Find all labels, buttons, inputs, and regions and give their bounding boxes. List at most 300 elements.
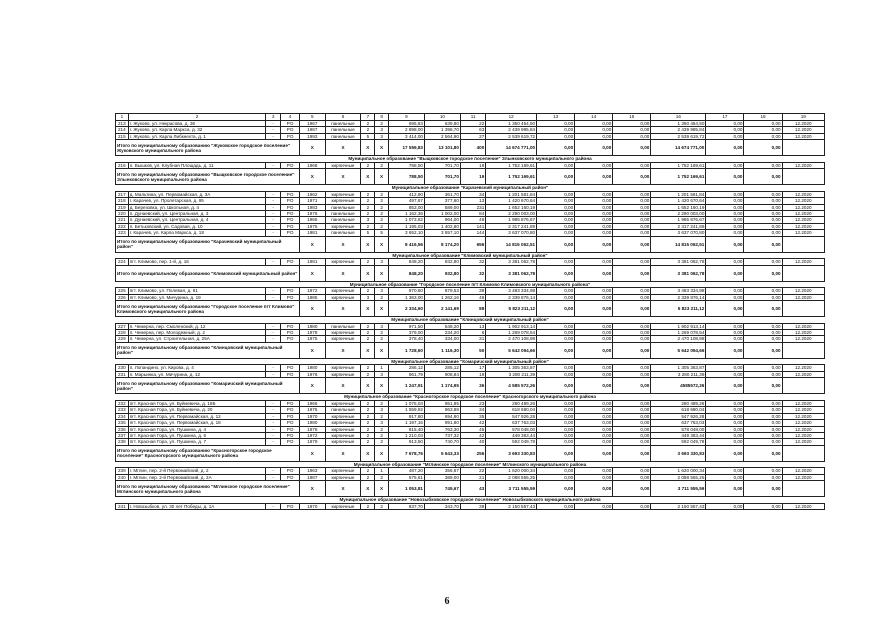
total-cell: 0,00 [706,378,744,394]
total-cell: 0,00 [706,265,744,281]
table-cell: PO [281,413,300,419]
table-cell: PO [281,432,300,438]
table-cell: 763,30 [424,426,460,432]
total-cell: 43 [460,481,485,497]
total-cell: X [325,301,361,317]
table-cell: 2 [361,439,375,445]
table-cell: 2 [361,432,375,438]
table-cell: 226 [116,294,129,300]
table-cell: кирпичные [325,198,361,204]
table-cell: PO [281,426,300,432]
table-cell: PO [281,420,300,426]
table-cell: 0,00 [744,121,782,127]
table-cell: PO [281,211,300,217]
total-cell: X [361,378,375,394]
total-cell: 0,00 [575,140,613,156]
total-cell: 32 [460,265,485,281]
table-cell: 639,80 [424,121,460,127]
total-cell: 848,20 [388,265,424,281]
table-cell: 1 305 363,87 [486,365,537,371]
table-cell: 141 [460,223,485,229]
table-cell: 40 [460,439,485,445]
table-cell: - [266,259,281,265]
total-row-label: Итого по муниципальному образованию "Выщковское городское поселение" Злынковского муниципального района [116,169,300,185]
table-cell: 216 [116,162,129,168]
column-number-header: 12 [486,114,537,121]
total-cell: 701,70 [424,169,460,185]
address-cell: г. Жуково, ул. Некрасова, д. 36 [128,121,266,127]
total-cell: 0,00 [613,445,651,461]
municipality-group-label: Муниципальное образование "Выщковское городское поселение" Злынковского муниципального района [116,156,825,163]
table-cell: 2 [375,223,389,229]
table-cell: 1 420 670,64 [486,198,537,204]
table-cell: 0,00 [575,217,613,223]
address-cell: г. Жуково, ул. Карла Маркса, д. 32 [128,127,266,133]
total-cell: 3 381 062,78 [651,265,706,281]
table-cell: 0,00 [744,432,782,438]
table-cell: 219 [116,204,129,210]
table-cell: 0,00 [613,288,651,294]
table-cell: 0,00 [575,288,613,294]
total-cell [782,481,824,497]
table-cell: 1966 [300,400,325,406]
table-cell: 0,00 [537,294,575,300]
address-cell: г. Жуково, ул. Карла Либкнехта, д. 1 [128,133,266,139]
address-cell: пгт. Климово, ул. Полевая, д. 61 [128,288,266,294]
total-cell: 0,00 [575,481,613,497]
total-cell: X [300,169,325,185]
table-cell: 1 201 581,84 [651,191,706,197]
total-cell: 0,00 [575,445,613,461]
address-cell: пгт. Красная Гора, ул. Первомайская, д. 18 [128,420,266,426]
table-cell: 0,00 [744,426,782,432]
table-cell: 2 317 241,89 [651,223,706,229]
table-cell: 22 [460,121,485,127]
total-cell: X [325,342,361,358]
table-cell: панельные [325,217,361,223]
table-cell: 2 [375,217,389,223]
total-cell: 5 642 094,66 [486,342,537,358]
table-cell: 2 [361,162,375,168]
table-cell: 3 [375,259,389,265]
total-cell: X [300,236,325,252]
column-number-header: 15 [613,114,651,121]
table-cell: 0,00 [706,191,744,197]
table-cell: 0,00 [613,230,651,236]
total-cell: 0,00 [575,265,613,281]
table-cell: 2 [361,259,375,265]
total-cell: 0,00 [537,140,575,156]
table-cell: 21 [460,474,485,480]
table-cell: 0,00 [537,336,575,342]
table-cell: 2 [361,198,375,204]
table-cell: 286,12 [388,365,424,371]
table-cell: 389,00 [424,474,460,480]
table-cell: 2 439 985,84 [651,127,706,133]
table-cell: 3 483 334,98 [651,288,706,294]
total-cell: 0,00 [706,301,744,317]
table-cell: 0,00 [613,204,651,210]
table-cell: 0,00 [537,223,575,229]
total-cell: X [361,342,375,358]
table-cell: 2 [375,413,389,419]
table-cell: 1 197,16 [388,420,424,426]
table-cell: 578 048,00 [486,426,537,432]
table-cell: 0,00 [575,439,613,445]
total-cell: X [375,265,389,281]
table-cell: 12.2020 [782,294,824,300]
table-cell: кирпичные [325,294,361,300]
table-cell: 1967 [300,121,325,127]
table-cell: 3 381 062,78 [651,259,706,265]
table-cell: 1965 [300,217,325,223]
table-cell: 228 [116,330,129,336]
table-cell: - [266,400,281,406]
table-cell: 0,00 [537,371,575,377]
table-cell: 17 [460,365,485,371]
table-cell: 0,00 [575,127,613,133]
table-cell: PO [281,474,300,480]
table-cell: 2 [375,426,389,432]
table-cell: 2 [361,365,375,371]
table-cell: панельные [325,407,361,413]
municipality-group-header [116,358,825,365]
table-cell: PO [281,439,300,445]
total-cell: 19 [460,169,485,185]
table-cell: 547 926,28 [486,413,537,419]
total-cell: X [375,140,389,156]
municipality-total-row [116,236,825,252]
table-cell: PO [281,294,300,300]
table-cell: 0,00 [537,432,575,438]
table-cell: 2 470 108,98 [651,336,706,342]
table-cell: 0,00 [575,365,613,371]
column-number-header: 8 [375,114,389,121]
table-cell: кирпичные [325,336,361,342]
table-cell: 12.2020 [782,400,824,406]
address-cell: пгт. Красная Гора, ул. Пушкина, д. 7 [128,439,266,445]
table-cell: 1987 [300,127,325,133]
table-cell: 0,00 [706,407,744,413]
table-cell: панельные [325,204,361,210]
table-cell: 0,00 [613,400,651,406]
table-cell: 1976 [300,371,325,377]
table-cell: 2 [375,336,389,342]
table-cell: 0,00 [744,323,782,329]
table-cell: - [266,162,281,168]
table-cell: 12.2020 [782,204,824,210]
municipality-total-row [116,265,825,281]
table-cell: 2 [375,121,389,127]
table-cell: 589,00 [424,204,460,210]
total-cell: X [361,236,375,252]
table-cell: - [266,294,281,300]
table-cell: 231 [116,371,129,377]
register-table-sheet [115,113,825,510]
table-cell: 0,00 [744,133,782,139]
table-cell: 12.2020 [782,336,824,342]
total-cell: X [325,445,361,461]
table-cell: 13 [460,323,485,329]
table-cell: 1 195,03 [388,223,424,229]
table-cell: 12.2020 [782,407,824,413]
total-cell: 0,00 [744,140,782,156]
table-cell: кирпичные [325,413,361,419]
total-cell [782,445,824,461]
table-cell: 2 088 555,25 [651,474,706,480]
table-cell: 2 [361,407,375,413]
table-cell: 2 317 241,89 [486,223,537,229]
total-row-label: Итого по муниципальному образованию "Комаричский муниципальный район" [116,378,300,394]
municipality-total-row [116,481,825,497]
table-cell: 12.2020 [782,133,824,139]
total-cell: 4 585 572,26 [486,378,537,394]
table-body [116,114,825,510]
table-cell: 0,00 [613,191,651,197]
address-cell: пгт. Климово, ул. Мичурина, д. 19 [128,294,266,300]
table-cell: 3 [375,133,389,139]
total-cell: 0,00 [613,301,651,317]
total-cell: X [375,378,389,394]
table-cell: - [266,439,281,445]
table-cell: 0,00 [744,420,782,426]
table-cell: - [266,426,281,432]
table-cell: PO [281,191,300,197]
table-cell: 1 652 160,19 [486,204,537,210]
total-cell: 36 [460,378,485,394]
table-cell: 879,53 [424,288,460,294]
table-cell: 0,00 [575,420,613,426]
total-cell: 0,00 [537,378,575,394]
table-cell: 1972 [300,288,325,294]
municipality-total-row [116,169,825,185]
table-cell: 3 [375,127,389,133]
table-cell: 0,00 [744,371,782,377]
table-cell: 0,00 [537,211,575,217]
table-cell: PO [281,330,300,336]
table-cell: 1 [375,365,389,371]
table-cell: 0,00 [744,162,782,168]
table-cell: 3 637 070,80 [651,230,706,236]
table-cell: 2 [361,400,375,406]
table-cell: 218 [116,198,129,204]
total-cell: X [300,342,325,358]
table-cell: 0,00 [613,133,651,139]
table-cell: 12.2020 [782,474,824,480]
table-cell: 0,00 [613,294,651,300]
table-cell: 449 383,44 [486,432,537,438]
table-cell: 2 [361,330,375,336]
table-cell: 3 [375,323,389,329]
table-cell: 548,20 [424,323,460,329]
table-row [116,503,825,509]
total-cell: 7 678,76 [388,445,424,461]
table-cell: 1 210,03 [388,432,424,438]
total-cell: X [375,481,389,497]
table-cell: 0,00 [613,468,651,474]
table-cell: кирпичные [325,439,361,445]
total-cell: 0,00 [744,169,782,185]
table-cell: 2 [361,223,375,229]
table-cell: 0,00 [575,371,613,377]
table-cell: 578 048,00 [651,426,706,432]
table-cell: 0,00 [575,413,613,419]
table-cell: 0,00 [613,426,651,432]
table-cell: PO [281,223,300,229]
table-cell: 0,00 [744,474,782,480]
table-cell: 0,00 [537,474,575,480]
total-cell: 400 [460,140,485,156]
table-cell: - [266,211,281,217]
municipality-group-header [116,317,825,324]
table-cell: PO [281,468,300,474]
table-cell: 0,00 [575,503,613,509]
table-cell: 2 [361,420,375,426]
table-cell: 1975 [300,336,325,342]
municipality-group-label: Муниципальное образование "Мглинское городское поселение" Мглинского муниципального района [116,461,825,468]
total-cell: 3 693 330,83 [486,445,537,461]
table-cell: 0,00 [613,371,651,377]
table-cell: 0,00 [706,198,744,204]
table-cell: 0,00 [575,211,613,217]
municipality-group-header [116,461,825,468]
total-cell: X [325,169,361,185]
address-cell: п. Марьинка, ул. Мичурина, д. 12 [128,371,266,377]
table-cell: 12.2020 [782,413,824,419]
municipality-group-label: Муниципальное образование "Городское поселение пгт Климово Климовского муниципального района" [116,281,825,288]
table-cell: 6 [460,330,485,336]
table-cell: 1970 [300,503,325,509]
table-cell: 0,00 [575,400,613,406]
table-cell: панельные [325,323,361,329]
address-cell: пгт. Климово, пер. 1-й, д. 16 [128,259,266,265]
total-cell: 0,00 [537,169,575,185]
table-cell: 0,00 [613,127,651,133]
table-cell: 0,00 [613,217,651,223]
table-cell: панельные [325,230,361,236]
table-cell: 3 483 334,98 [486,288,537,294]
table-cell: 3 [361,217,375,223]
table-cell: 1976 [300,211,325,217]
column-number-header: 9 [388,114,424,121]
table-cell: - [266,217,281,223]
total-row-label: Итого по муниципальному образованию "Городское поселение пгт Климово" Климовского муниципального района [116,301,300,317]
table-cell: 0,00 [613,121,651,127]
total-cell: 256 [460,445,485,461]
table-cell: 0,00 [575,336,613,342]
table-cell: 2 539 619,72 [651,133,706,139]
table-cell: кирпичные [325,426,361,432]
houses-register-table [115,113,825,510]
total-cell: X [325,140,361,156]
table-cell: 0,00 [575,294,613,300]
total-cell: 0,00 [575,342,613,358]
table-cell: 234,20 [424,330,460,336]
total-cell: 3 693 330,83 [651,445,706,461]
table-cell: 42 [460,420,485,426]
total-cell: 17 559,83 [388,140,424,156]
total-cell: 0,00 [706,445,744,461]
total-cell: X [375,342,389,358]
table-cell: 0,00 [744,400,782,406]
table-cell: 695,83 [388,121,424,127]
total-row-label: Итого по муниципальному образованию "Карачевский муниципальный район" [116,236,300,252]
address-cell: п. Лопандино, ул. Кирова, д. 4 [128,365,266,371]
table-cell: 2 [375,330,389,336]
table-cell: 1976 [300,426,325,432]
table-cell: - [266,420,281,426]
table-cell: - [266,468,281,474]
table-cell: - [266,223,281,229]
total-cell: 1 728,60 [388,342,424,358]
column-number-header: 17 [706,114,744,121]
table-cell: 0,00 [575,223,613,229]
table-cell: PO [281,371,300,377]
table-cell: - [266,288,281,294]
table-cell: 34 [460,191,485,197]
table-cell: - [266,127,281,133]
table-cell: 0,00 [575,330,613,336]
address-cell: п. Чемерна, ул. Строительная, д. 25А [128,336,266,342]
table-cell: 3 [361,294,375,300]
column-number-header: 10 [424,114,460,121]
table-cell: 0,00 [537,127,575,133]
table-cell: 2 339 876,14 [651,294,706,300]
table-cell: 2 [361,426,375,432]
table-cell: 0,00 [706,230,744,236]
total-cell: 0,00 [575,301,613,317]
table-cell: 487,20 [388,468,424,474]
table-cell: 963,88 [424,407,460,413]
table-cell: 0,00 [744,503,782,509]
table-cell: 49 [460,217,485,223]
table-cell: 0,00 [744,439,782,445]
table-cell: 2 [375,439,389,445]
table-cell: 1981 [300,230,325,236]
table-cell: 0,00 [744,294,782,300]
table-cell: 0,00 [613,474,651,480]
table-cell: 32 [460,259,485,265]
table-cell: 0,00 [537,191,575,197]
table-cell: 0,00 [706,426,744,432]
table-cell: 0,00 [537,330,575,336]
table-cell: кирпичные [325,503,361,509]
table-cell: 237 [116,432,129,438]
table-cell: 12.2020 [782,371,824,377]
table-cell: 3 657,10 [424,230,460,236]
table-cell: 1 350 454,50 [651,121,706,127]
table-cell: 1970 [300,413,325,419]
table-cell: PO [281,323,300,329]
table-cell: - [266,330,281,336]
total-cell: X [325,236,361,252]
table-cell: 0,00 [613,162,651,168]
table-cell: 2 150 557,43 [486,503,537,509]
municipality-group-label: Муниципальное образование "Новозыбковское городское поселение" Новозыбковского муниципального района [116,497,825,504]
table-cell: 1 559,92 [388,407,424,413]
table-cell: 1980 [300,365,325,371]
table-cell: 2 898,00 [388,127,424,133]
table-cell: 694,80 [424,413,460,419]
table-cell: 2 539 619,72 [486,133,537,139]
table-cell: 2 [361,503,375,509]
total-cell: 0,00 [537,265,575,281]
table-cell: 0,00 [706,162,744,168]
table-cell: 0,00 [706,127,744,133]
table-cell: 1972 [300,432,325,438]
table-cell: 1983 [300,204,325,210]
table-cell: PO [281,198,300,204]
